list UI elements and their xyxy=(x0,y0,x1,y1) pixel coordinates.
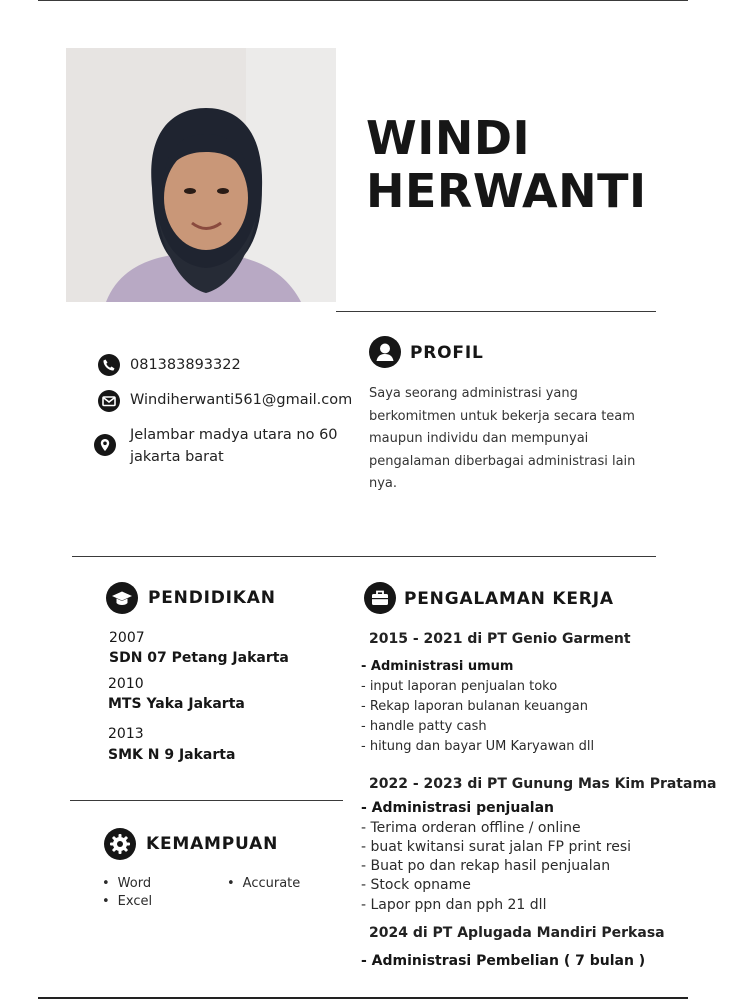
location-pin-icon xyxy=(94,434,116,456)
job-task: - input laporan penjualan toko xyxy=(361,679,558,694)
last-name: HERWANTI xyxy=(366,164,647,218)
job-role: - Administrasi penjualan xyxy=(361,800,554,816)
profile-line: berkomitmen untuk bekerja secara team xyxy=(369,408,635,424)
job-task: - handle patty cash xyxy=(361,719,487,734)
email-text: Windiherwanti561@gmail.com xyxy=(130,392,353,408)
phone-text: 081383893322 xyxy=(130,357,241,373)
job-role: - Administrasi Pembelian ( 7 bulan ) xyxy=(361,953,646,969)
full-name xyxy=(366,112,647,218)
education-title: PENDIDIKAN xyxy=(148,588,276,608)
job-title: 2022 - 2023 di PT Gunung Mas Kim Pratama xyxy=(369,776,717,792)
education-school: SMK N 9 Jakarta xyxy=(108,747,236,763)
job-task: - Stock opname xyxy=(361,877,471,893)
user-icon xyxy=(369,336,401,368)
job-title: 2024 di PT Aplugada Mandiri Perkasa xyxy=(369,925,665,941)
top-rule xyxy=(38,0,688,1)
name-rule xyxy=(336,311,656,312)
skills-rule xyxy=(70,800,343,801)
address-line-1: Jelambar madya utara no 60 xyxy=(130,427,338,443)
job-title: 2015 - 2021 di PT Genio Garment xyxy=(369,631,631,647)
job-task: - Rekap laporan bulanan keuangan xyxy=(361,699,588,714)
education-school: SDN 07 Petang Jakarta xyxy=(109,650,289,666)
skills-title: KEMAMPUAN xyxy=(146,834,279,854)
skill-item: • Word xyxy=(102,876,151,891)
job-task: - hitung dan bayar UM Karyawan dll xyxy=(361,739,595,754)
profile-line: maupun individu dan mempunyai xyxy=(369,431,589,446)
education-year: 2013 xyxy=(108,726,144,742)
job-task: - Lapor ppn dan pph 21 dll xyxy=(361,897,547,913)
job-task: - Terima orderan offline / online xyxy=(361,820,581,836)
profile-text xyxy=(369,383,639,496)
education-school: MTS Yaka Jakarta xyxy=(108,696,245,712)
job-role: - Administrasi umum xyxy=(361,659,514,674)
skill-item: • Excel xyxy=(102,894,152,909)
gear-icon xyxy=(104,828,136,860)
experience-title: PENGALAMAN KERJA xyxy=(404,589,614,609)
profile-line: Saya seorang administrasi yang xyxy=(369,386,578,401)
profile-title: PROFIL xyxy=(410,343,484,363)
graduation-cap-icon xyxy=(106,582,138,614)
profile-line: pengalaman diberbagai administrasi lain xyxy=(369,453,636,469)
job-task: - buat kwitansi surat jalan FP print resi xyxy=(361,839,632,855)
job-task: - Buat po dan rekap hasil penjualan xyxy=(361,858,611,874)
profile-line: nya. xyxy=(369,476,398,491)
phone-icon xyxy=(98,354,120,376)
skill-item: • Accurate xyxy=(227,876,300,891)
first-name: WINDI xyxy=(366,111,531,165)
bottom-rule xyxy=(38,997,688,999)
envelope-icon xyxy=(98,390,120,412)
education-year: 2010 xyxy=(108,676,144,692)
address-line-2: jakarta barat xyxy=(130,449,224,465)
education-year: 2007 xyxy=(109,630,145,646)
briefcase-icon xyxy=(364,582,396,614)
middle-rule xyxy=(72,556,656,557)
profile-photo xyxy=(66,48,336,302)
